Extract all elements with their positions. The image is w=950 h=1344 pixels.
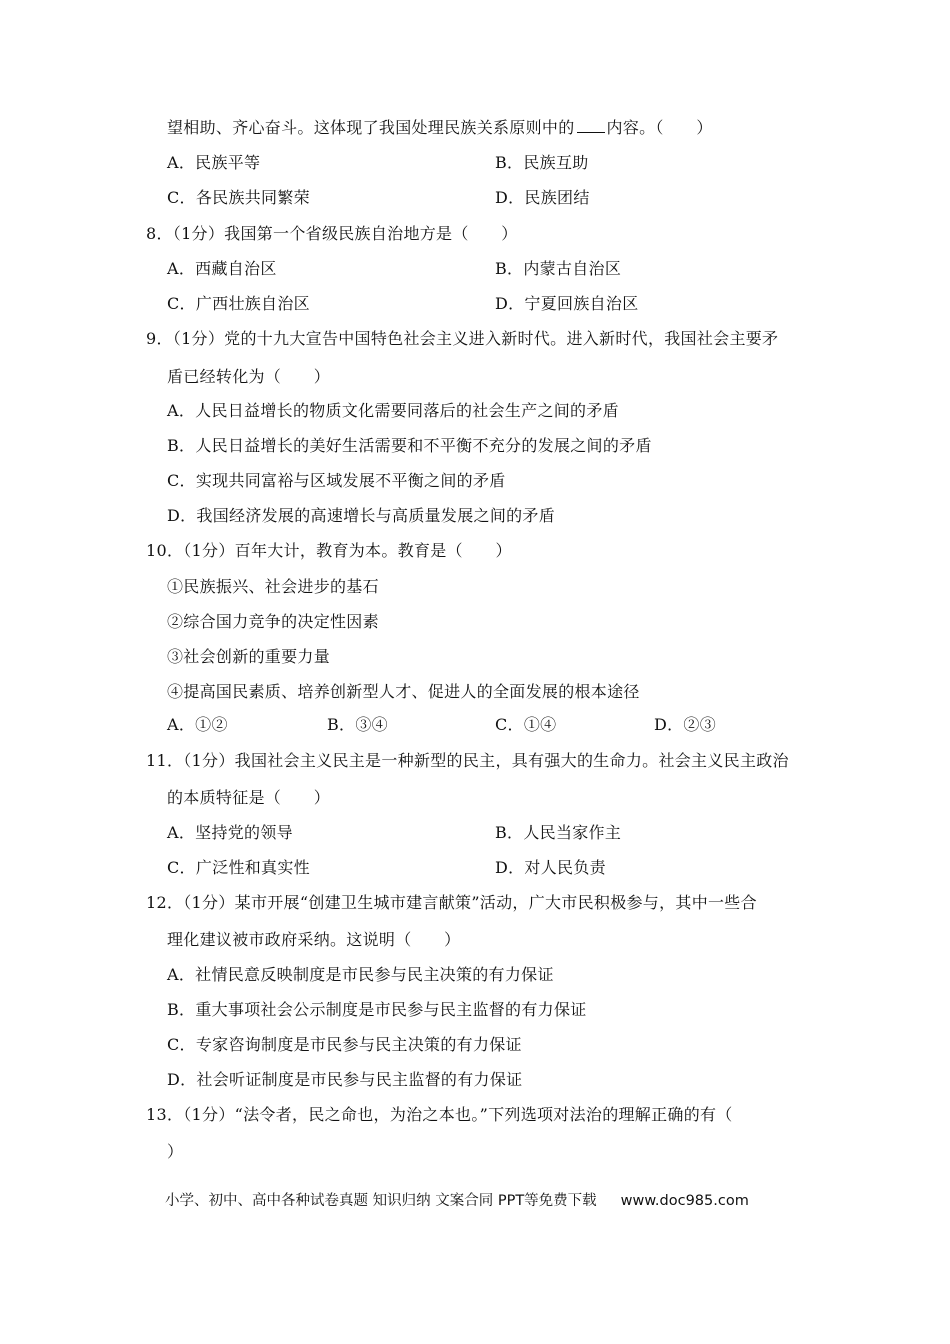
q7-text-after-blank: 内容。（ ） bbox=[606, 118, 713, 137]
q9-continuation: 盾已经转化为（ ） bbox=[167, 367, 331, 386]
q10-option-a: A．①② bbox=[167, 715, 228, 734]
q7-text-before-blank: 望相助、齐心奋斗。这体现了我国处理民族关系原则中的 bbox=[167, 118, 575, 137]
q7-continuation bbox=[167, 117, 713, 139]
page-footer bbox=[165, 1191, 749, 1211]
q11-option-a: A．坚持党的领导 bbox=[167, 823, 293, 842]
q10-option-c: C．①④ bbox=[495, 715, 557, 734]
q10-item-4: ④提高国民素质、培养创新型人才、促进人的全面发展的根本途径 bbox=[167, 682, 640, 701]
q12-option-b: B．重大事项社会公示制度是市民参与民主监督的有力保证 bbox=[167, 1000, 587, 1019]
q8-option-d: D．宁夏回族自治区 bbox=[495, 294, 639, 313]
footer-url[interactable]: www.doc985.com bbox=[620, 1193, 749, 1209]
q7-option-a: A．民族平等 bbox=[167, 153, 261, 172]
q9-option-a: A．人民日益增长的物质文化需要同落后的社会生产之间的矛盾 bbox=[167, 401, 619, 420]
q11-option-b: B．人民当家作主 bbox=[495, 823, 622, 842]
q10-stem: 10．（1分）百年大计，教育为本。教育是（ ） bbox=[146, 541, 512, 560]
footer-text: 小学、初中、高中各种试卷真题 知识归纳 文案合同 PPT等免费下载 bbox=[165, 1193, 597, 1209]
answer-blank bbox=[577, 118, 605, 133]
q12-option-d: D．社会听证制度是市民参与民主监督的有力保证 bbox=[167, 1070, 523, 1089]
q9-option-d: D．我国经济发展的高速增长与高质量发展之间的矛盾 bbox=[167, 506, 556, 525]
q13-continuation: ） bbox=[167, 1142, 184, 1161]
q12-continuation: 理化建议被市政府采纳。这说明（ ） bbox=[167, 930, 461, 949]
q8-option-b: B．内蒙古自治区 bbox=[495, 259, 622, 278]
q10-item-1: ①民族振兴、社会进步的基石 bbox=[167, 577, 379, 596]
q7-option-d: D．民族团结 bbox=[495, 188, 590, 207]
q11-option-d: D．对人民负责 bbox=[495, 858, 606, 877]
q8-option-a: A．西藏自治区 bbox=[167, 259, 277, 278]
q8-stem: 8．（1分）我国第一个省级民族自治地方是（ ） bbox=[146, 224, 518, 243]
q10-item-2: ②综合国力竞争的决定性因素 bbox=[167, 612, 379, 631]
q11-stem: 11．（1分）我国社会主义民主是一种新型的民主，具有强大的生命力。社会主义民主政治 bbox=[146, 751, 789, 770]
q10-option-d: D．②③ bbox=[654, 715, 717, 734]
q12-option-c: C．专家咨询制度是市民参与民主决策的有力保证 bbox=[167, 1035, 522, 1054]
q7-option-c: C．各民族共同繁荣 bbox=[167, 188, 310, 207]
q13-stem: 13．（1分）“法令者，民之命也，为治之本也。”下列选项对法治的理解正确的有（ bbox=[146, 1105, 733, 1124]
q8-option-c: C．广西壮族自治区 bbox=[167, 294, 310, 313]
q12-option-a: A．社情民意反映制度是市民参与民主决策的有力保证 bbox=[167, 965, 554, 984]
q11-continuation: 的本质特征是（ ） bbox=[167, 788, 331, 807]
q9-option-c: C．实现共同富裕与区域发展不平衡之间的矛盾 bbox=[167, 471, 506, 490]
q9-option-b: B．人民日益增长的美好生活需要和不平衡不充分的发展之间的矛盾 bbox=[167, 436, 652, 455]
q7-option-b: B．民族互助 bbox=[495, 153, 589, 172]
q12-stem: 12．（1分）某市开展“创建卫生城市建言献策”活动，广大市民积极参与，其中一些合 bbox=[146, 893, 757, 912]
q11-option-c: C．广泛性和真实性 bbox=[167, 858, 310, 877]
q9-stem: 9．（1分）党的十九大宣告中国特色社会主义进入新时代。进入新时代，我国社会主要矛 bbox=[146, 329, 779, 348]
q10-option-b: B．③④ bbox=[327, 715, 388, 734]
q10-item-3: ③社会创新的重要力量 bbox=[167, 647, 331, 666]
